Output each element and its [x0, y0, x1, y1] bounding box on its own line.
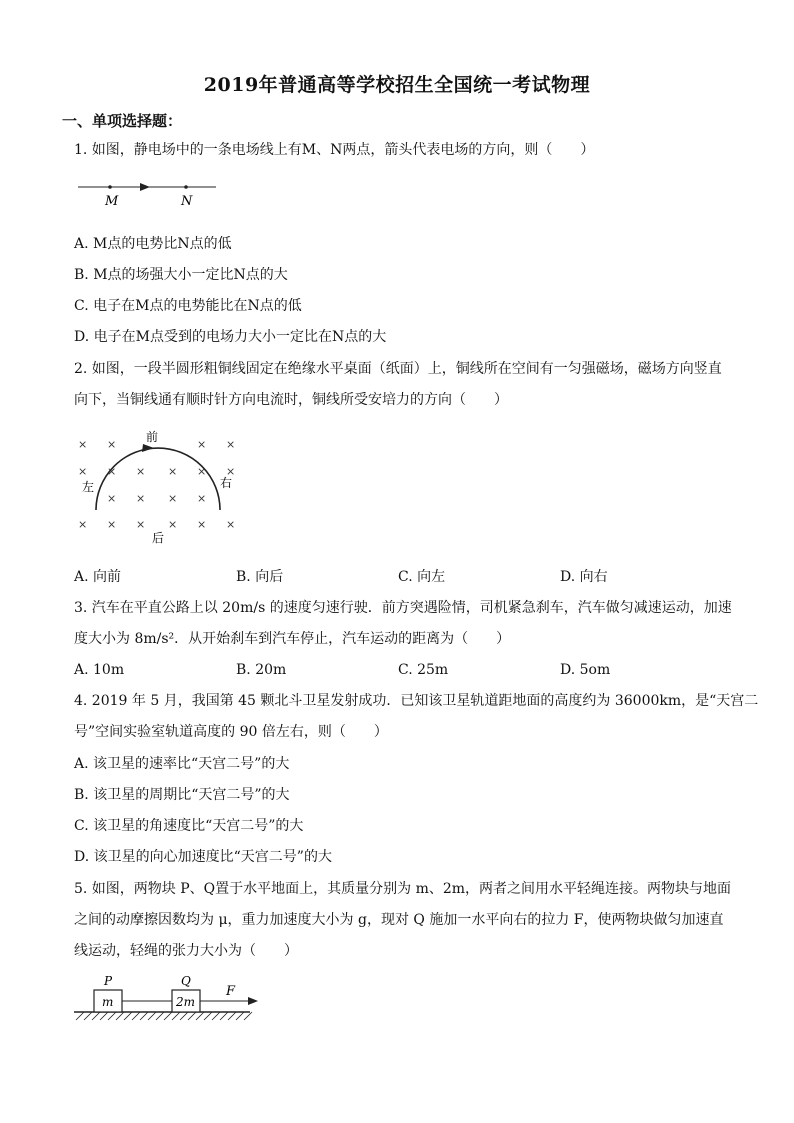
q4-stem-line1: 4. 2019 年 5 月，我国第 45 颗北斗卫星发射成功．已知该卫星轨道距地面的高度约为 36000km，是“天宫二 [74, 693, 759, 709]
q5-label-q: Q [181, 974, 191, 988]
svg-text:×: × [197, 465, 207, 478]
q1-option-a: A. M点的电势比N点的低 [74, 236, 232, 252]
svg-text:×: × [136, 465, 146, 478]
svg-text:×: × [226, 465, 236, 478]
svg-text:×: × [197, 438, 207, 451]
svg-text:×: × [107, 465, 117, 478]
q4-option-d: D. 该卫星的向心加速度比“天宫二号”的大 [74, 849, 332, 865]
q4-stem-line2: 号”空间实验室轨道高度的 90 倍左右，则（ ） [74, 724, 388, 740]
svg-text:×: × [78, 438, 88, 451]
q5-ground-hatching [76, 1012, 252, 1020]
q5-label-f: F [226, 984, 236, 999]
svg-text:×: × [78, 465, 88, 478]
q5-label-2m: 2m [176, 995, 196, 1009]
q1-label-n: N [181, 194, 193, 209]
q3-stem-line2: 度大小为 8m/s²．从开始刹车到汽车停止，汽车运动的距离为（ ） [74, 631, 511, 647]
q5-stem-line3: 线运动，轻绳的张力大小为（ ） [74, 943, 298, 959]
q2-magnetic-field-figure [70, 424, 250, 550]
q3-option-b: B. 20m [236, 662, 287, 678]
q5-label-p: P [104, 974, 113, 988]
q2-label-right: 右 [220, 476, 233, 490]
svg-text:×: × [226, 518, 236, 531]
q5-stem-line1: 5. 如图，两物块 P、Q置于水平地面上，其质量分别为 m、2m，两者之间用水平轻绳连接。两物块与地面 [74, 881, 732, 897]
q2-option-c: C. 向左 [398, 569, 446, 585]
svg-text:×: × [197, 518, 207, 531]
q3-option-d: D. 5om [560, 662, 611, 678]
q3-option-c: C. 25m [398, 662, 449, 678]
q1-option-c: C. 电子在M点的电势能比在N点的低 [74, 298, 302, 314]
q2-option-a: A. 向前 [74, 569, 122, 585]
q3-option-a: A. 10m [74, 662, 125, 678]
svg-text:×: × [107, 438, 117, 451]
svg-text:×: × [168, 518, 178, 531]
svg-text:×: × [168, 492, 178, 505]
svg-text:×: × [136, 518, 146, 531]
svg-text:×: × [107, 492, 117, 505]
q1-stem: 1. 如图，静电场中的一条电场线上有M、N两点，箭头代表电场的方向，则（ ） [74, 142, 595, 158]
q1-field-line-figure [70, 176, 230, 212]
q4-option-b: B. 该卫星的周期比“天宫二号”的大 [74, 787, 290, 803]
q2-current-arrow [142, 444, 154, 452]
svg-text:×: × [107, 518, 117, 531]
q2-label-left: 左 [82, 480, 95, 494]
svg-text:×: × [136, 492, 146, 505]
q1-label-m: M [105, 194, 119, 209]
q4-option-a: A. 该卫星的速率比“天宫二号”的大 [74, 756, 290, 772]
section-heading: 一、单项选择题： [62, 112, 183, 130]
q2-label-back: 后 [152, 531, 165, 545]
q2-label-front: 前 [146, 430, 159, 444]
q5-stem-line2: 之间的动摩擦因数均为 μ，重力加速度大小为 g，现对 Q 施加一水平向右的拉力 F，使两物块做匀加速直 [74, 912, 724, 928]
q1-option-d: D. 电子在M点受到的电场力大小一定比在N点的大 [74, 329, 387, 345]
q3-stem-line1: 3. 汽车在平直公路上以 20m/s 的速度匀速行驶．前方突遇险情，司机紧急刹车，汽车做匀减速运动，加速 [74, 600, 732, 616]
page-title: 2019年普通高等学校招生全国统一考试物理 [203, 74, 591, 96]
q5-label-m: m [102, 995, 114, 1009]
q5-blocks-figure [70, 966, 270, 1026]
q1-option-b: B. M点的场强大小一定比N点的大 [74, 267, 288, 283]
svg-text:×: × [197, 492, 207, 505]
q2-stem-line1: 2. 如图，一段半圆形粗铜线固定在绝缘水平桌面（纸面）上，铜线所在空间有一匀强磁场，磁场方向竖直 [74, 361, 722, 377]
svg-text:×: × [168, 465, 178, 478]
q4-option-c: C. 该卫星的角速度比“天宫二号”的大 [74, 818, 304, 834]
svg-text:×: × [226, 438, 236, 451]
svg-text:×: × [78, 518, 88, 531]
q2-option-d: D. 向右 [560, 569, 608, 585]
q2-stem-line2: 向下，当铜线通有顺时针方向电流时，铜线所受安培力的方向（ ） [74, 392, 508, 408]
q2-option-b: B. 向后 [236, 569, 284, 585]
